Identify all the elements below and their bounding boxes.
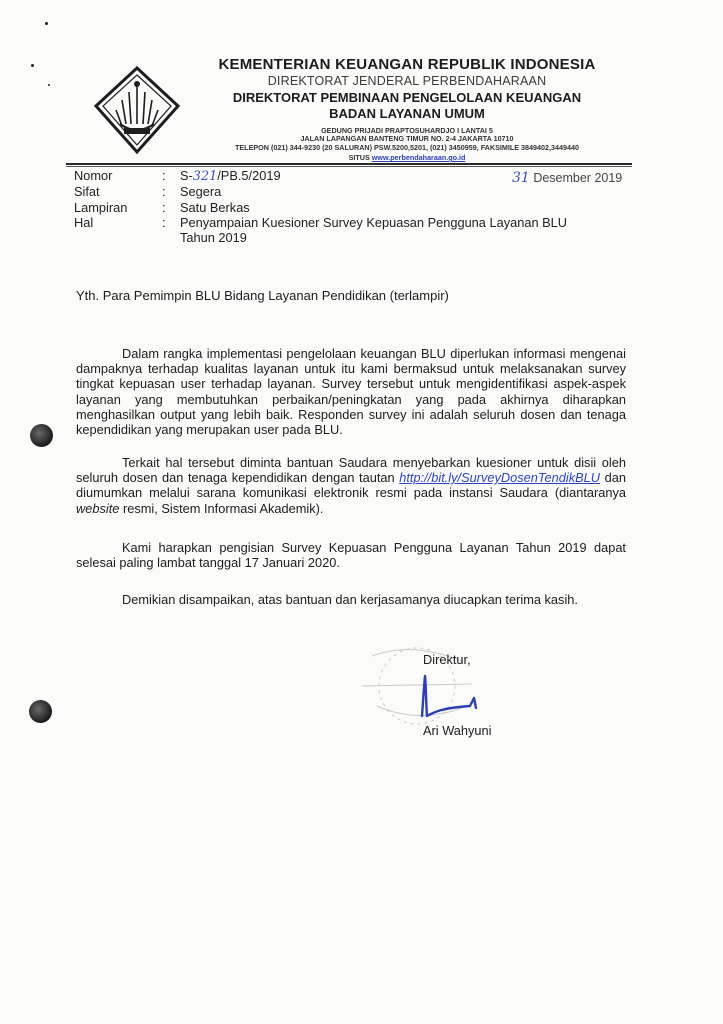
p2-text-before: Terkait hal tersebut diminta bantuan Saudara menyebarkan kuesioner untuk disii oleh seluruh dosen dan tenaga kependidikan dengan tautan: [76, 455, 626, 486]
nomor-prefix: S-: [180, 168, 193, 183]
nomor-handwritten-number: 321: [192, 169, 218, 184]
p2-website-italic: website: [76, 500, 120, 516]
street-address: JALAN LAPANGAN BANTENG TIMUR NO. 2-4 JAKARTA 10710: [300, 134, 514, 143]
unit-name: BADAN LAYANAN UMUM: [329, 106, 485, 121]
nomor-label: Nomor: [74, 168, 113, 183]
sifat-label: Sifat: [74, 184, 100, 199]
website-link[interactable]: www.perbendaharaan.go.id: [371, 153, 466, 162]
date-month-year: Desember 2019: [533, 171, 623, 185]
building-address: GEDUNG PRIJADI PRAPTOSUHARDJO I LANTAI 5: [321, 126, 493, 135]
date-handwritten-day: 31: [512, 170, 530, 186]
signatory-position: Direktur,: [423, 652, 471, 667]
p2-text-after: dan diumumkan melalui sarana komunikasi elektronik resmi pada instansi Saudara (diantaranya: [76, 470, 626, 501]
body-paragraph-1: Dalam rangka implementasi pengelolaan keuangan BLU diperlukan informasi mengenai dampaknya terhadap kualitas layanan untuk itu kami bermaksud untuk melaksanakan survey tingkat kepuasan user terhadap layanan. Survey tersebut untuk mengidentifikasi aspek-aspek layanan yang membutuhkan perbaikan/peningkatan yang pada akhirnya diharapkan menghasilkan output yang lebih baik. Responden survey ini adalah seluruh dosen dan tenaga kependidikan yang merupakan user pada BLU.: [76, 346, 626, 438]
addressee: Yth. Para Pemimpin BLU Bidang Layanan Pendidikan (terlampir): [76, 288, 449, 303]
scan-speck: [45, 22, 48, 25]
survey-link[interactable]: http://bit.ly/SurveyDosenTendikBLU: [399, 470, 601, 486]
ministry-name: KEMENTERIAN KEUANGAN REPUBLIK INDONESIA: [218, 56, 596, 73]
ministry-emblem-logo: [94, 66, 180, 154]
directorate-name: DIREKTORAT PEMBINAAN PENGELOLAAN KEUANGAN: [232, 90, 582, 105]
body-paragraph-3: Kami harapkan pengisian Survey Kepuasan Pengguna Layanan Tahun 2019 dapat selesai paling lambat tanggal 17 Januari 2020.: [76, 540, 626, 571]
letterhead-rule-thick: [66, 163, 632, 165]
website-line: [192, 153, 622, 162]
lampiran-value: Satu Berkas: [180, 200, 250, 215]
nomor-value: [180, 168, 281, 184]
sifat-colon: :: [162, 184, 166, 199]
binder-hole: [29, 700, 52, 723]
letter-date: [512, 170, 622, 186]
hal-colon: :: [162, 215, 166, 230]
lampiran-label: Lampiran: [74, 200, 128, 215]
website-label: SITUS: [348, 153, 370, 162]
sifat-value: Segera: [180, 184, 222, 199]
binder-hole: [30, 424, 53, 447]
nomor-suffix: /PB.5/2019: [217, 168, 281, 183]
hal-label: Hal: [74, 215, 94, 230]
phone-line: TELEPON (021) 344-9230 (20 SALURAN) PSW.5200,5201, (021) 3450959, FAKSIMILE 3849402,3449440: [235, 143, 579, 152]
signatory-name: Ari Wahyuni: [423, 723, 492, 738]
p2-text-end: resmi, Sistem Informasi Akademik).: [119, 500, 324, 516]
scan-speck: [48, 84, 50, 86]
handwritten-signature: [412, 672, 482, 720]
body-paragraph-2: [76, 455, 626, 516]
hal-value-line-2: Tahun 2019: [180, 230, 247, 245]
scan-speck: [31, 64, 34, 67]
letterhead-rule-thin: [66, 166, 632, 167]
body-paragraph-4: Demikian disampaikan, atas bantuan dan kerjasamanya diucapkan terima kasih.: [122, 592, 578, 607]
lampiran-colon: :: [162, 200, 166, 215]
directorate-general-name: DIREKTORAT JENDERAL PERBENDAHARAAN: [267, 74, 547, 88]
hal-value-line-1: Penyampaian Kuesioner Survey Kepuasan Pengguna Layanan BLU: [180, 215, 568, 230]
nomor-colon: :: [162, 168, 166, 183]
